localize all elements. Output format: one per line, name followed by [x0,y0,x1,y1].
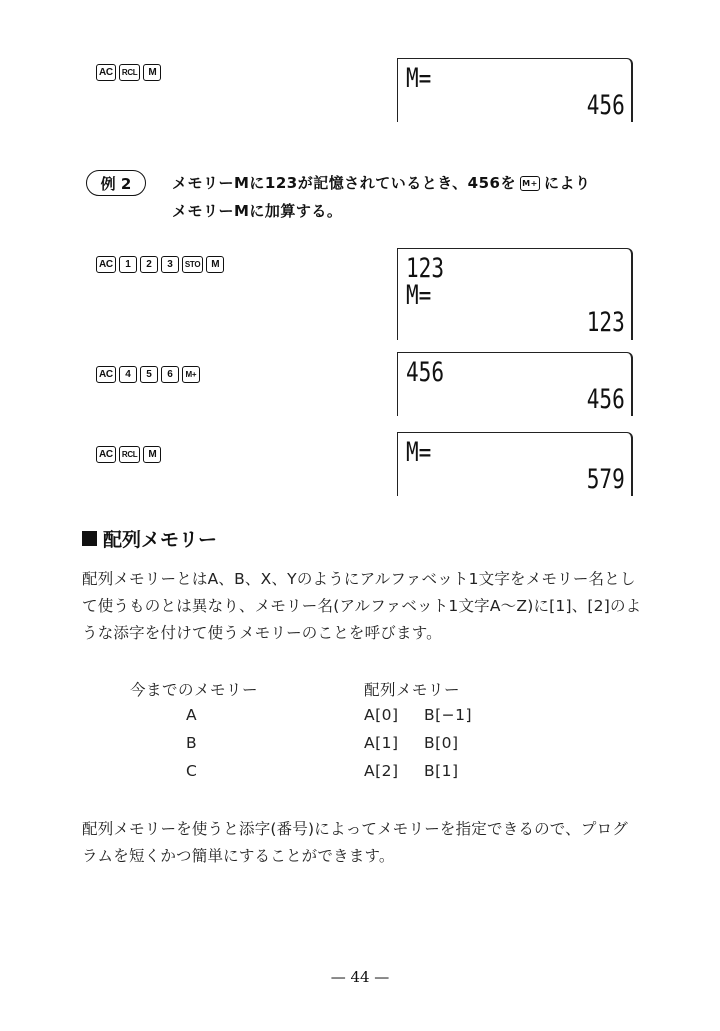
example-text-line1 [172,172,642,193]
lcd-line-1: M= [406,437,432,468]
key-sto: STO [182,256,203,273]
lcd-line-1: M= [406,63,432,94]
table-cell-array-a: A[0] [364,706,399,724]
table-cell-old: A [186,706,198,724]
lcd-line-2: M= [406,280,432,311]
key-ac: AC [96,64,116,81]
lcd-result: 456 [586,90,625,121]
table-cell-old: B [186,734,198,752]
lcd-result: 579 [586,464,625,495]
table-header-old: 今までのメモリー [130,681,259,699]
key-1: 1 [119,256,137,273]
section-title: 配列メモリー [103,529,218,551]
page-number: — 44 — [330,968,390,986]
key-rcl: RCL [119,64,141,81]
key-m: M [143,64,161,81]
table-cell-old: C [186,762,198,780]
key-2: 2 [140,256,158,273]
key-4: 4 [119,366,137,383]
key-m-plus-inline: M+ [520,176,540,191]
table-cell-array-b: B[1] [424,762,459,780]
table-header-array: 配列メモリー [364,681,461,699]
key-m: M [143,446,161,463]
table-cell-array-a: A[2] [364,762,399,780]
section-heading [82,525,217,552]
lcd-line-1: 123 [406,253,445,284]
table-cell-array-a: A[1] [364,734,399,752]
key-rcl: RCL [119,446,141,463]
key-sequence-3 [96,366,200,383]
key-ac: AC [96,256,116,273]
key-sequence-4 [96,446,161,463]
paragraph-2: 配列メモリーを使うと添字(番号)によってメモリーを指定できるので、プログラムを短くかつ簡単にすることができます。 [82,820,628,865]
key-ac: AC [96,366,116,383]
table-cell-array-b: B[−1] [424,706,473,724]
key-m: M [206,256,224,273]
example-badge: 例 2 [86,170,146,196]
key-5: 5 [140,366,158,383]
lcd-display-3 [397,352,633,416]
example-text-after: により [543,174,591,192]
example-text-before: メモリーMに123が記憶されているとき、456を [172,174,516,192]
lcd-result: 456 [586,384,625,415]
black-square-icon [82,531,97,546]
lcd-display-2 [397,248,633,340]
lcd-display-1 [397,58,633,122]
key-m-plus: M+ [182,366,200,383]
key-sequence-2 [96,256,224,273]
key-sequence-1 [96,64,161,81]
lcd-display-4 [397,432,633,496]
lcd-result: 123 [586,307,625,338]
example-text-line2: メモリーMに加算する。 [172,202,343,220]
lcd-line-1: 456 [406,357,445,388]
key-3: 3 [161,256,179,273]
table-cell-array-b: B[0] [424,734,459,752]
key-ac: AC [96,446,116,463]
key-6: 6 [161,366,179,383]
paragraph-1: 配列メモリーとはA、B、X、Yのようにアルファベット1文字をメモリー名として使うものとは異なり、メモリー名(アルファベット1文字A〜Z)に[1]、[2]のような添字を付けて使うメモリーのことを呼びます。 [82,570,642,642]
